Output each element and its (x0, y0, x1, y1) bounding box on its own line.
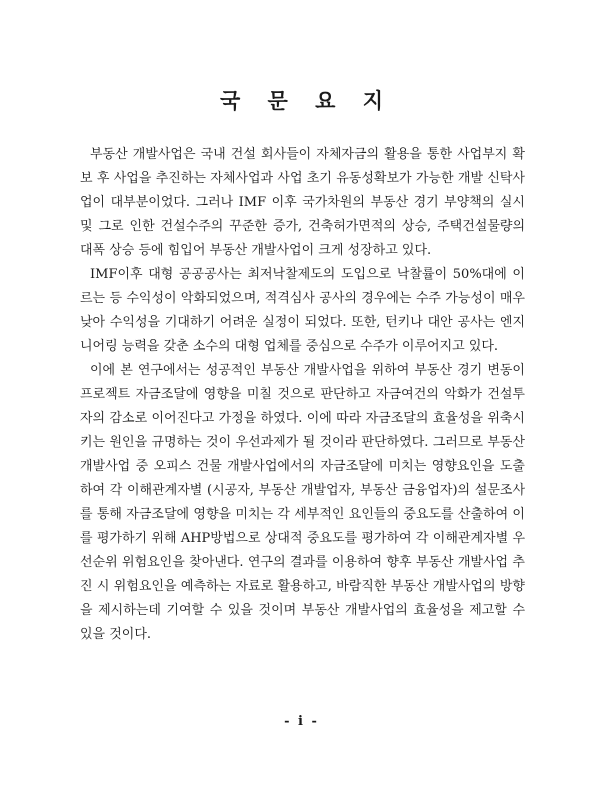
page-number: - i - (284, 714, 319, 729)
paragraph-3: 이에 본 연구에서는 성공적인 부동산 개발사업을 위하여 부동산 경기 변동이 프로젝트 자금조달에 영향을 미칠 것으로 판단하고 자금여건의 악화가 건설투자의 감소로 이어진다고 가정을 하였다. 이에 따라 자금조달의 효율성을 위축시키는 원인을 규명하는 것이 우선과제가 될 것이라 판단하였다. 그러므로 부동산 개발사업 중 오피스 건물 개발사업에서의 자금조달에 미치는 영향요인을 도출하여 각 이해관계자별 (시공자, 부동산 개발업자, 부동산 금융업자)의 설문조사를 통해 자금조달에 영향을 미치는 각 세부적인 요인들의 중요도를 산출하여 이를 평가하기 위해 AHP방법으로 상대적 중요도를 평가하여 각 이해관계자별 우선순위 위험요인을 찾아낸다. 연구의 결과를 이용하여 향후 부동산 개발사업 추진 시 위험요인을 예측하는 자료로 활용하고, 바람직한 부동산 개발사업의 방향을 제시하는데 기여할 수 있을 것이며 부동산 개발사업의 효율성을 제고할 수 있을 것이다. (80, 363, 525, 642)
paragraph-1: 부동산 개발사업은 국내 건설 회사들이 자체자금의 활용을 통한 사업부지 확보 후 사업을 추진하는 자체사업과 사업 초기 유동성확보가 가능한 개발 신탁사업이 대부분이었다. 그러나 IMF 이후 국가차원의 부동산 경기 부양책의 실시 및 그로 인한 건설수주의 꾸준한 증가, 건축허가면적의 상승, 주택건설물량의 대폭 상승 등에 힘입어 부동산 개발사업이 크게 성장하고 있다. (80, 147, 525, 258)
page-title: 국 문 요 지 (219, 88, 394, 113)
abstract-body (80, 143, 525, 647)
paragraph-2: IMF이후 대형 공공공사는 최저낙찰제도의 도입으로 낙찰률이 50%대에 이르는 등 수익성이 악화되었으며, 적격심사 공사의 경우에는 수주 가능성이 매우 낮아 수익성을 기대하기 어려운 실정이 되었다. 또한, 턴키나 대안 공사는 엔지니어링 능력을 갖춘 소수의 대형 업체를 중심으로 수주가 이루어지고 있다. (80, 267, 525, 354)
